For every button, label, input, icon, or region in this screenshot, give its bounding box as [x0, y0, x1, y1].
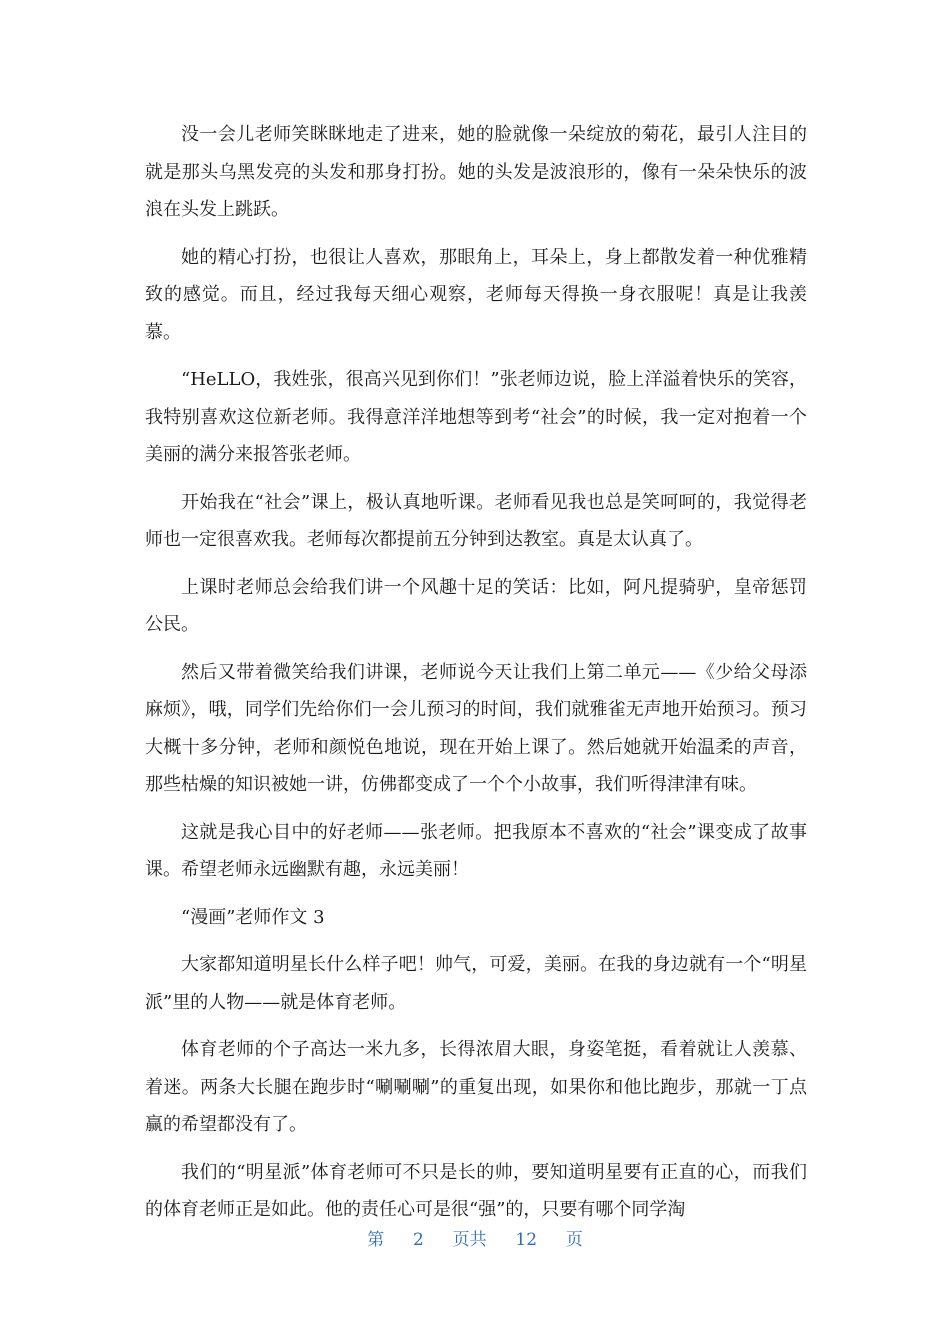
footer-prefix: 第 — [367, 1230, 385, 1250]
paragraph-4: 开始我在“社会”课上，极认真地听课。老师看见我也总是笑呵呵的，我觉得老师也一定很喜欢我。老师每次都提前五分钟到达教室。真是太认真了。 — [145, 491, 807, 550]
paragraph-6: 然后又带着微笑给我们讲课，老师说今天让我们上第二单元——《少给父母添麻烦》，哦，同学们先给你们一会儿预习的时间，我们就雅雀无声地开始预习。预习大概十多分钟，老师和颜悦色地说，现在开始上课了。然后她就开始温柔的声音，那些枯燥的知识被她一讲，仿佛都变成了一个个小故事，我们听得津津有味。 — [145, 661, 807, 795]
document-body — [145, 116, 807, 1239]
paragraph-3: “HeLLO，我姓张，很高兴见到你们！”张老师边说，脸上洋溢着快乐的笑容，我特别喜欢这位新老师。我得意洋洋地想等到考“社会”的时候，我一定对抱着一个美丽的满分来报答张老师。 — [145, 369, 807, 465]
paragraph-7: 这就是我心目中的好老师——张老师。把我原本不喜欢的“社会”课变成了故事课。希望老师永远幽默有趣，永远美丽！ — [145, 821, 807, 880]
section-heading: “漫画”老师作文 3 — [181, 906, 325, 928]
footer-middle: 页共 — [452, 1230, 487, 1250]
footer-suffix: 页 — [565, 1230, 583, 1250]
paragraph-10: 我们的“明星派”体育老师可不只是长的帅，要知道明星要有正直的心，而我们的体育老师正是如此。他的责任心可是很“强”的，只要有哪个同学淘 — [145, 1161, 807, 1220]
paragraph-1: 没一会儿老师笑眯眯地走了进来，她的脸就像一朵绽放的菊花，最引人注目的就是那头乌黑发亮的头发和那身打扮。她的头发是波浪形的，像有一朵朵快乐的波浪在头发上跳跃。 — [145, 124, 807, 220]
page-footer — [0, 1225, 950, 1250]
paragraph-9: 体育老师的个子高达一米九多，长得浓眉大眼，身姿笔挺，看着就让人羡慕、着迷。两条大长腿在跑步时“唰唰唰”的重复出现，如果你和他比跑步，那就一丁点赢的希望都没有了。 — [145, 1039, 807, 1135]
footer-current-page: 2 — [412, 1230, 424, 1250]
paragraph-2: 她的精心打扮，也很让人喜欢，那眼角上，耳朵上，身上都散发着一种优雅精致的感觉。而且，经过我每天细心观察，老师每天得换一身衣服呢！真是让我羡慕。 — [145, 246, 807, 343]
footer-total-pages: 12 — [515, 1230, 538, 1250]
paragraph-5: 上课时老师总会给我们讲一个风趣十足的笑话：比如，阿凡提骑驴，皇帝惩罚公民。 — [145, 576, 807, 635]
paragraph-8: 大家都知道明星长什么样子吧！帅气，可爱，美丽。在我的身边就有一个“明星派”里的人物——就是体育老师。 — [145, 954, 807, 1013]
